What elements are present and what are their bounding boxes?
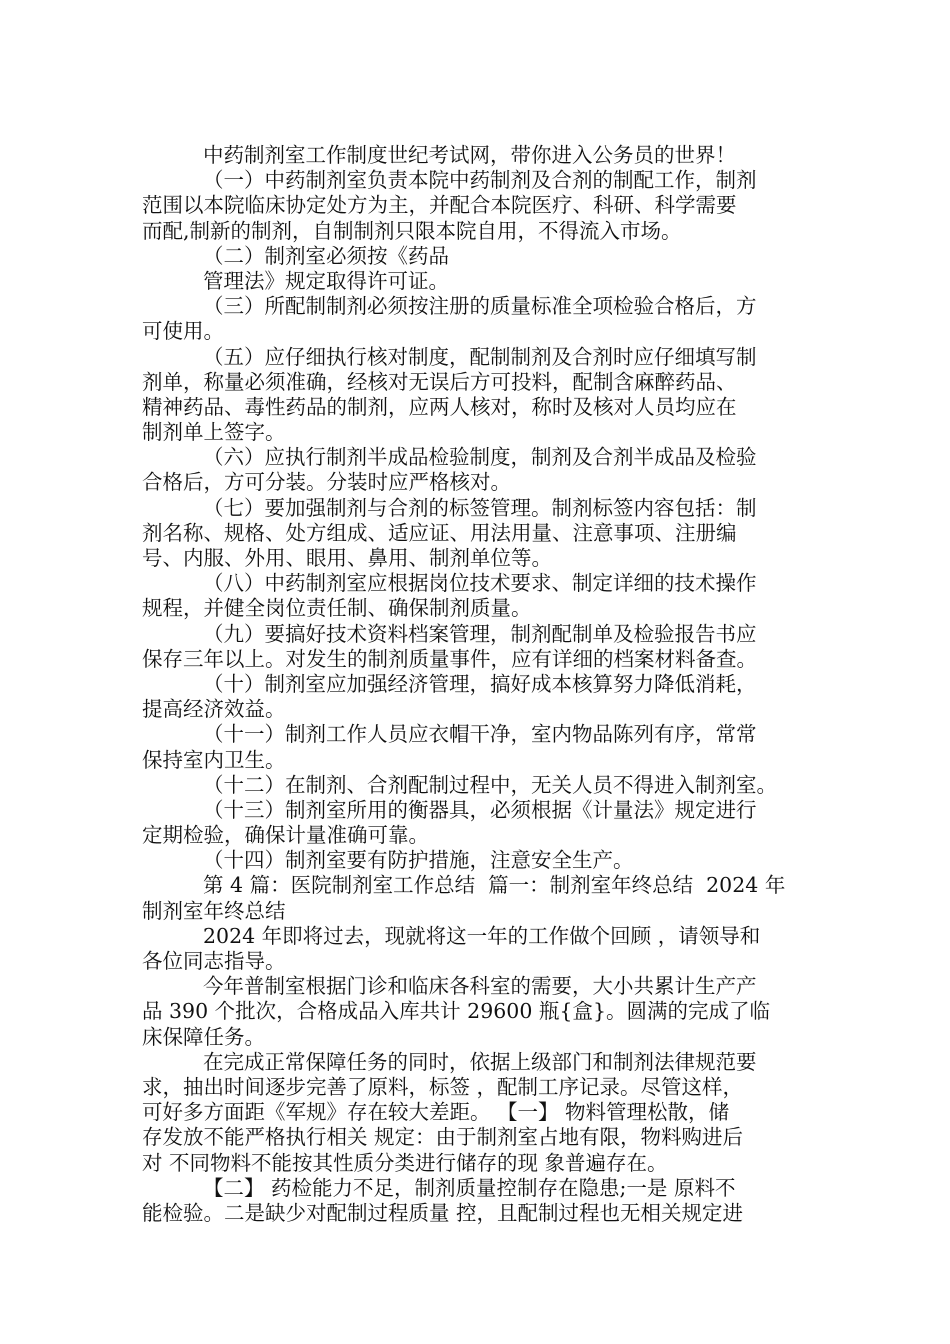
paragraph-line: 保存三年以上。对发生的制剂质量事件，应有详细的档案材料备查。 <box>142 646 757 671</box>
paragraph-line: 存发放不能严格执行相关 规定：由于制剂室占地有限，物料购进后 <box>142 1125 744 1150</box>
paragraph-line: （八）中药制剂室应根据岗位技术要求、制定详细的技术操作 <box>203 571 757 596</box>
paragraph-line: 剂名称、规格、处方组成、适应证、用法用量、注意事项、注册编 <box>142 520 737 545</box>
paragraph-line: 第 4 篇：医院制剂室工作总结 篇一：制剂室年终总结 2024 年 <box>203 873 786 898</box>
paragraph-line: 提高经济效益。 <box>142 697 286 722</box>
paragraph-line: 今年普制室根据门诊和临床各科室的需要，大小共累计生产产 <box>203 974 757 999</box>
paragraph-line: （九）要搞好技术资料档案管理，制剂配制单及检验报告书应 <box>203 621 757 646</box>
paragraph-line: （十二）在制剂、合剂配制过程中，无关人员不得进入制剂室。 <box>203 772 777 797</box>
paragraph-line: （二）制剂室必须按《药品 <box>203 243 449 268</box>
paragraph-line: 对 不同物料不能按其性质分类进行储存的现 象普遍存在。 <box>142 1150 668 1175</box>
paragraph-line: （十）制剂室应加强经济管理，搞好成本核算努力降低消耗， <box>203 671 757 696</box>
paragraph-line: 求，抽出时间逐步完善了原料，标签 ，配制工序记录。尽管这样， <box>142 1074 744 1099</box>
paragraph-line: 【二】 药检能力不足，制剂质量控制存在隐患;一是 原料不 <box>203 1175 736 1200</box>
paragraph-line: 品 390 个批次，合格成品入库共计 29600 瓶{盒}。圆满的完成了临 <box>142 999 770 1024</box>
paragraph-line: 床保障任务。 <box>142 1024 265 1049</box>
paragraph-line: 能检验。二是缺少对配制过程质量 控，且配制过程也无相关规定进 <box>142 1200 744 1225</box>
paragraph-line: 定期检验，确保计量准确可靠。 <box>142 823 429 848</box>
paragraph-line: 在完成正常保障任务的同时，依据上级部门和制剂法律规范要 <box>203 1049 757 1074</box>
paragraph-line: 规程，并健全岗位责任制、确保制剂质量。 <box>142 596 532 621</box>
paragraph-line: （十三）制剂室所用的衡器具，必须根据《计量法》规定进行 <box>203 797 757 822</box>
paragraph-line: 而配,制新的制剂，自制制剂只限本院自用，不得流入市场。 <box>142 218 682 243</box>
paragraph-line: 精神药品、毒性药品的制剂，应两人核对，称时及核对人员均应在 <box>142 394 737 419</box>
paragraph-line: （六）应执行制剂半成品检验制度，制剂及合剂半成品及检验 <box>203 445 757 470</box>
paragraph-line: （五）应仔细执行核对制度，配制制剂及合剂时应仔细填写制 <box>203 344 757 369</box>
document-body <box>142 143 812 1226</box>
paragraph-line: （一）中药制剂室负责本院中药制剂及合剂的制配工作，制剂 <box>203 168 757 193</box>
paragraph-line: 2024 年即将过去，现就将这一年的工作做个回顾 ，请领导和 <box>203 923 761 948</box>
paragraph-line: （七）要加强制剂与合剂的标签管理。制剂标签内容包括：制 <box>203 495 757 520</box>
paragraph-line: （三）所配制制剂必须按注册的质量标准全项检验合格后，方 <box>203 294 757 319</box>
paragraph-line: （十一）制剂工作人员应衣帽干净，室内物品陈列有序，常常 <box>203 722 757 747</box>
paragraph-line: 范围以本院临床协定处方为主，并配合本院医疗、科研、科学需要 <box>142 193 737 218</box>
paragraph-line: 保持室内卫生。 <box>142 747 286 772</box>
paragraph-line: 中药制剂室工作制度世纪考试网，带你进入公务员的世界！ <box>203 143 736 167</box>
paragraph-line: 制剂室年终总结 <box>142 898 286 923</box>
paragraph-line: 合格后，方可分装。分装时应严格核对。 <box>142 470 511 495</box>
paragraph-line: 各位同志指导。 <box>142 949 286 973</box>
paragraph-line: 号、内服、外用、眼用、鼻用、制剂单位等。 <box>142 546 552 570</box>
paragraph-line: 制剂单上签字。 <box>142 420 286 445</box>
paragraph-line: 可好多方面距《军规》存在较大差距。 【一】 物料管理松散，储 <box>142 1100 730 1125</box>
paragraph-line: 管理法》规定取得许可证。 <box>203 268 449 293</box>
paragraph-line: 剂单，称量必须准确，经核对无误后方可投料，配制含麻醉药品、 <box>142 369 737 394</box>
paragraph-line: （十四）制剂室要有防护措施，注意安全生产。 <box>203 848 634 873</box>
paragraph-line: 可使用。 <box>142 319 224 344</box>
